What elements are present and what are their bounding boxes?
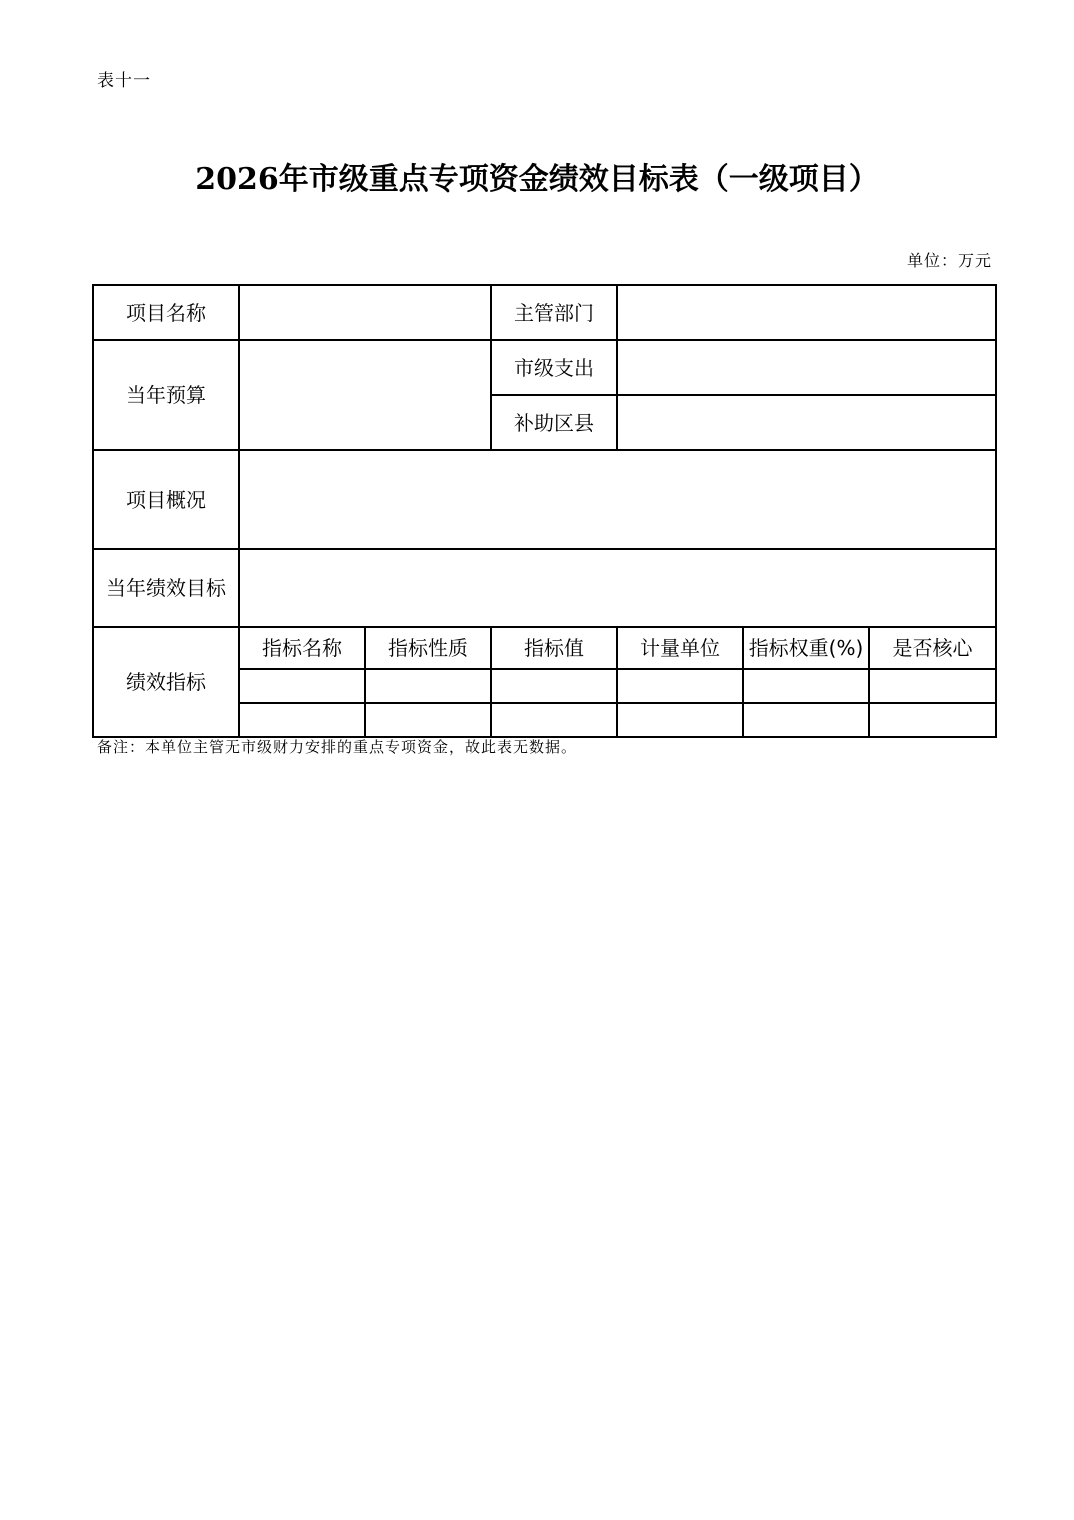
table-cell — [239, 669, 365, 703]
annual-budget-value — [239, 340, 491, 450]
overview-value — [239, 450, 996, 549]
table-cell — [743, 703, 869, 737]
department-value — [617, 285, 996, 340]
district-subsidy-label: 补助区县 — [491, 395, 617, 450]
table-cell — [617, 669, 743, 703]
indicator-header-row — [93, 627, 996, 669]
performance-goal-table — [92, 284, 997, 738]
project-name-row — [93, 285, 996, 340]
table-cell — [617, 703, 743, 737]
annual-goal-row — [93, 549, 996, 627]
table-cell — [365, 669, 491, 703]
document-title: 2026年市级重点专项资金绩效目标表（一级项目） — [195, 162, 879, 197]
annual-goal-label: 当年绩效目标 — [93, 549, 239, 627]
table-cell — [869, 669, 996, 703]
indicator-column-header: 是否核心 — [869, 627, 996, 669]
indicator-column-header: 指标值 — [491, 627, 617, 669]
unit-label: 单位：万元 — [906, 251, 992, 270]
table-cell — [491, 703, 617, 737]
project-name-value — [239, 285, 491, 340]
indicator-column-header: 指标性质 — [365, 627, 491, 669]
indicators-label: 绩效指标 — [93, 627, 239, 737]
table-cell — [239, 703, 365, 737]
table-cell — [869, 703, 996, 737]
footnote: 备注：本单位主管无市级财力安排的重点专项资金，故此表无数据。 — [97, 738, 578, 756]
table-cell — [743, 669, 869, 703]
table-number: 表十一 — [97, 71, 151, 91]
city-expense-value — [617, 340, 996, 395]
annual-budget-label: 当年预算 — [93, 340, 239, 450]
overview-label: 项目概况 — [93, 450, 239, 549]
district-subsidy-value — [617, 395, 996, 450]
indicator-column-header: 指标权重(%) — [743, 627, 869, 669]
overview-row — [93, 450, 996, 549]
city-expense-label: 市级支出 — [491, 340, 617, 395]
indicator-column-header: 计量单位 — [617, 627, 743, 669]
department-label: 主管部门 — [491, 285, 617, 340]
project-name-label: 项目名称 — [93, 285, 239, 340]
annual-goal-value — [239, 549, 996, 627]
table-cell — [365, 703, 491, 737]
indicator-column-header: 指标名称 — [239, 627, 365, 669]
budget-row-city — [93, 340, 996, 395]
table-cell — [491, 669, 617, 703]
